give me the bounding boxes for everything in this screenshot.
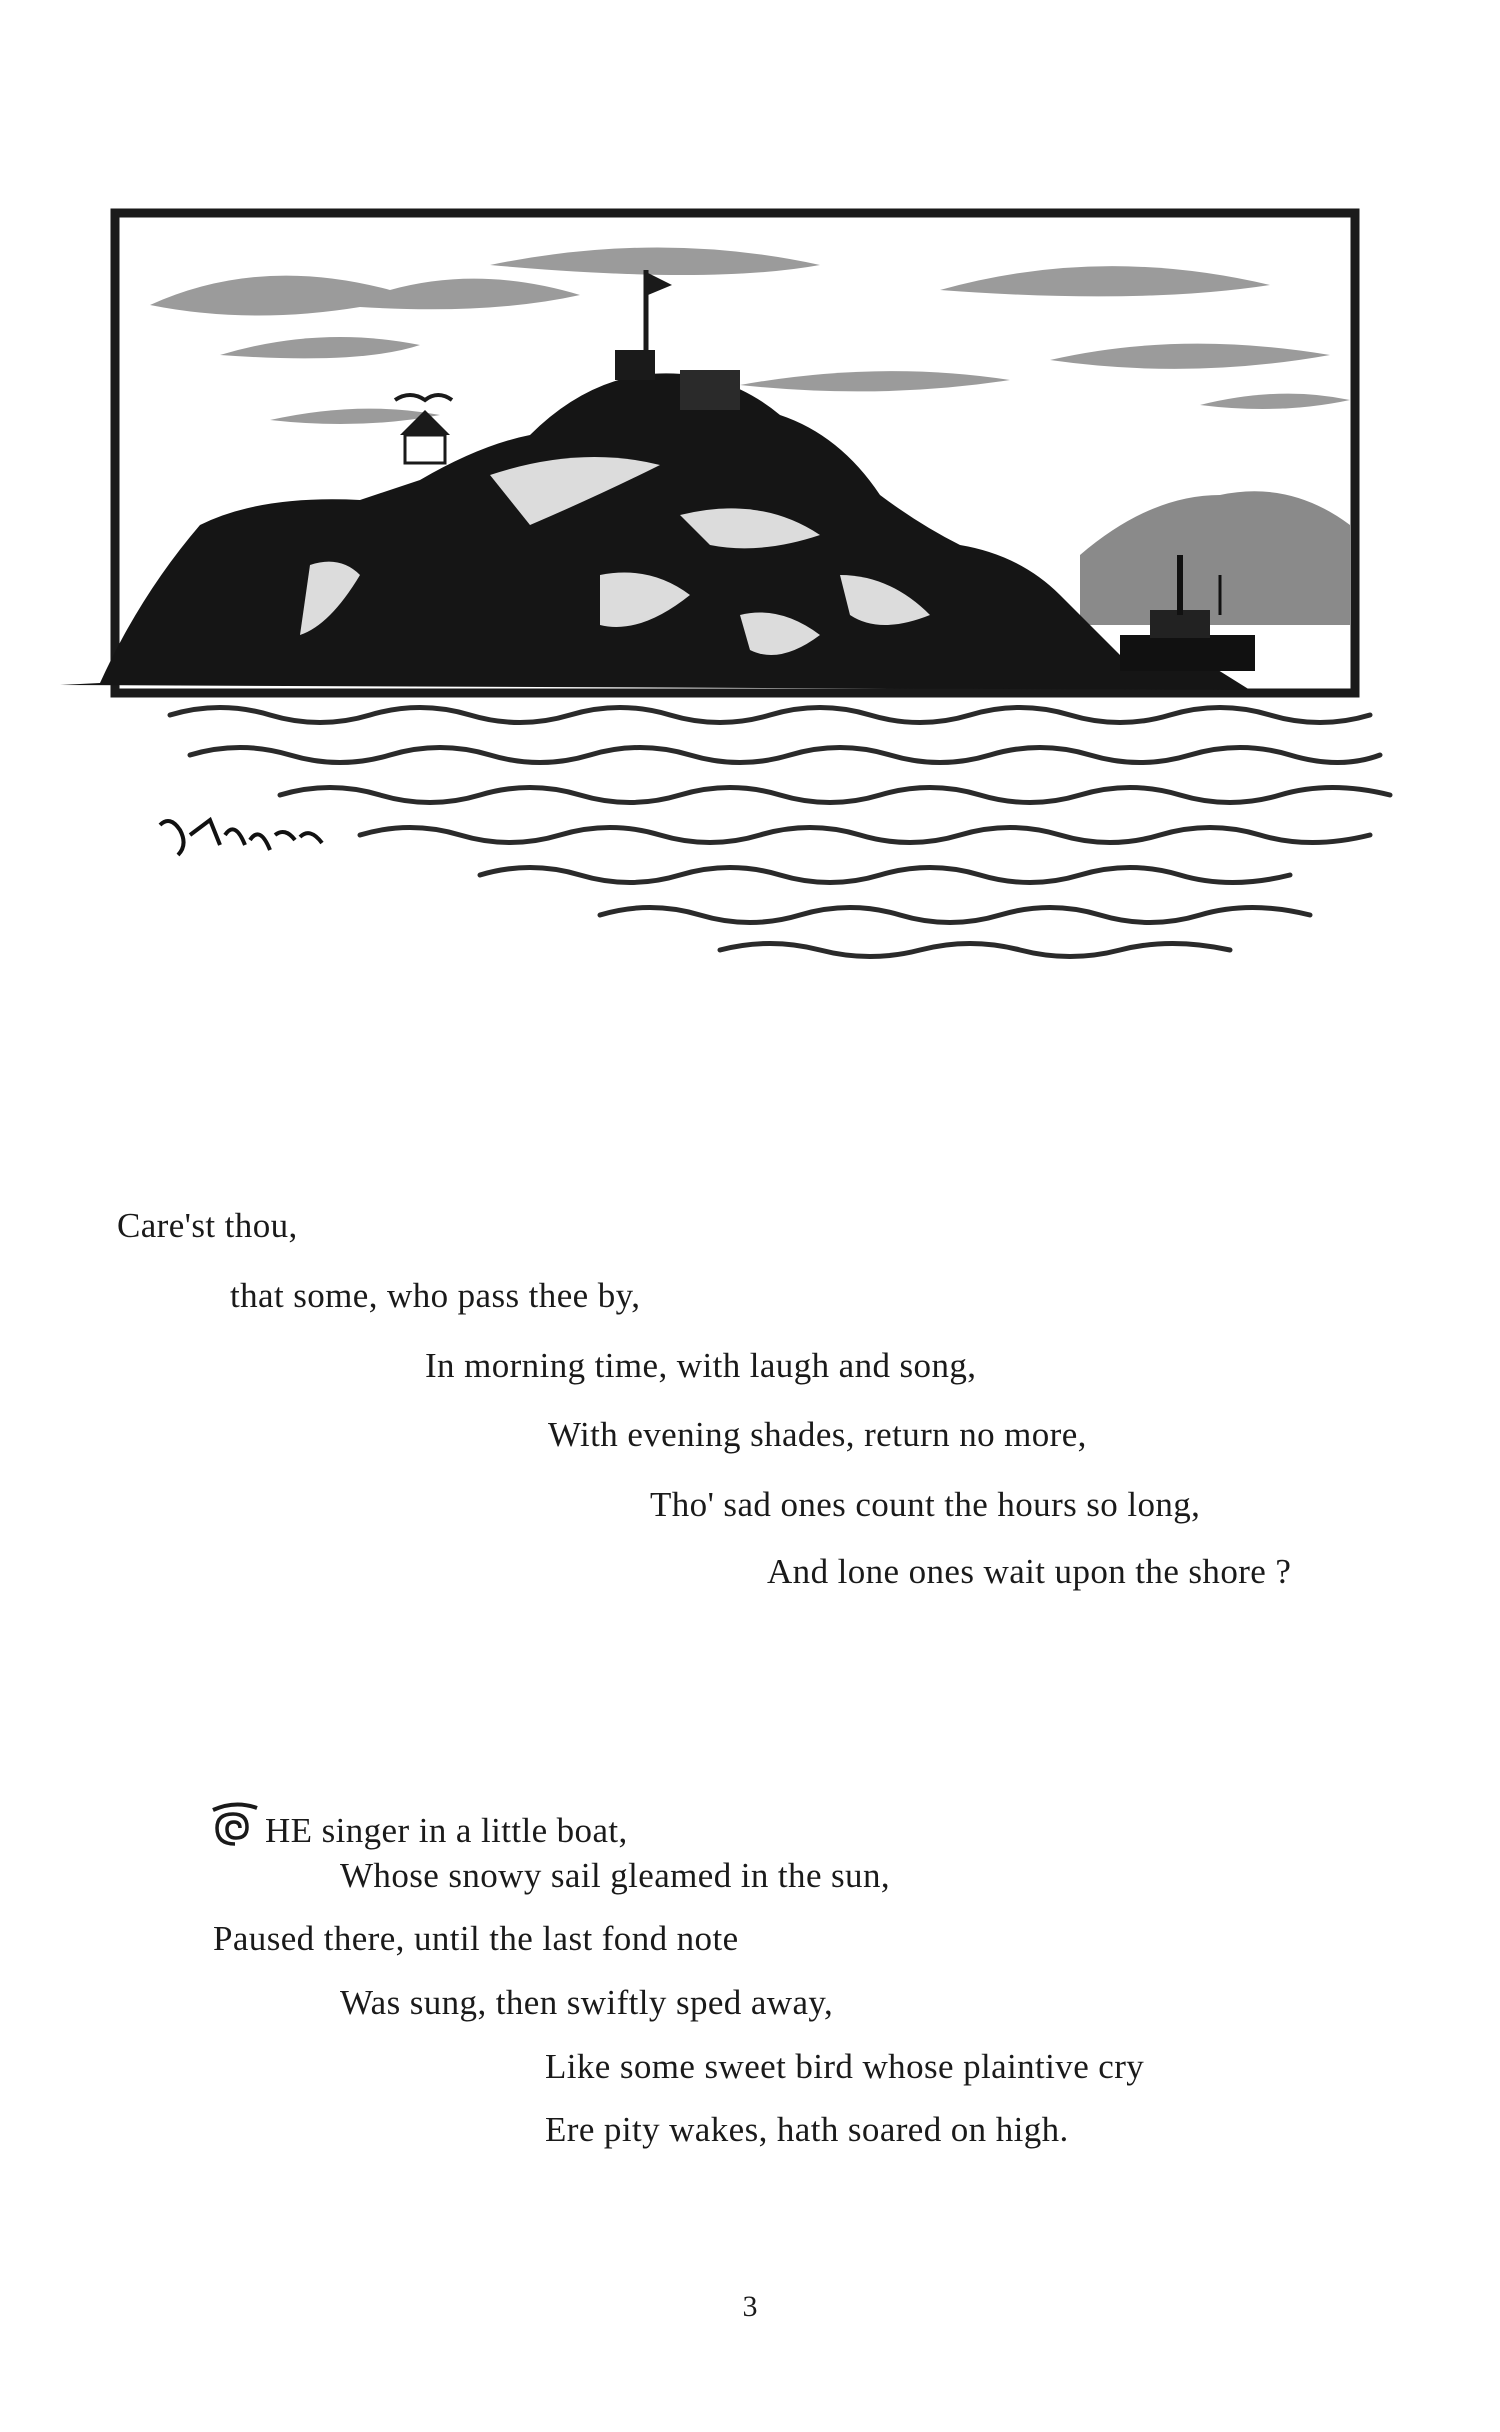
stanza1-line-5: Tho' sad ones count the hours so long, bbox=[650, 1485, 1201, 1524]
stanza2-line-3: Paused there, until the last fond note bbox=[213, 1919, 739, 1958]
decorative-initial-icon bbox=[207, 1800, 263, 1856]
stanza2-line-2: Whose snowy sail gleamed in the sun, bbox=[340, 1856, 890, 1895]
stanza1-line-1: Care'st thou, bbox=[117, 1206, 298, 1245]
distant-hills bbox=[1080, 491, 1350, 625]
stanza2-line-1 bbox=[207, 1800, 628, 1856]
stanza2-line-1-text: HE singer in a little boat, bbox=[265, 1811, 628, 1850]
stanza1-line-6: And lone ones wait upon the shore ? bbox=[767, 1552, 1292, 1591]
island bbox=[60, 373, 1250, 690]
island-illustration bbox=[60, 195, 1420, 1045]
stanza1-line-3: In morning time, with laugh and song, bbox=[425, 1346, 977, 1385]
artist-signature bbox=[160, 820, 322, 855]
stanza2-line-6: Ere pity wakes, hath soared on high. bbox=[545, 2110, 1069, 2149]
stanza1-line-2: that some, who pass thee by, bbox=[230, 1276, 641, 1315]
bird-shape bbox=[395, 395, 452, 400]
stanza2-line-4: Was sung, then swiftly sped away, bbox=[340, 1983, 834, 2022]
water-waves bbox=[170, 708, 1390, 957]
page-number: 3 bbox=[742, 2290, 758, 2323]
stanza2-line-5: Like some sweet bird whose plaintive cry bbox=[545, 2047, 1145, 2086]
stanza1-line-4: With evening shades, return no more, bbox=[548, 1415, 1087, 1454]
